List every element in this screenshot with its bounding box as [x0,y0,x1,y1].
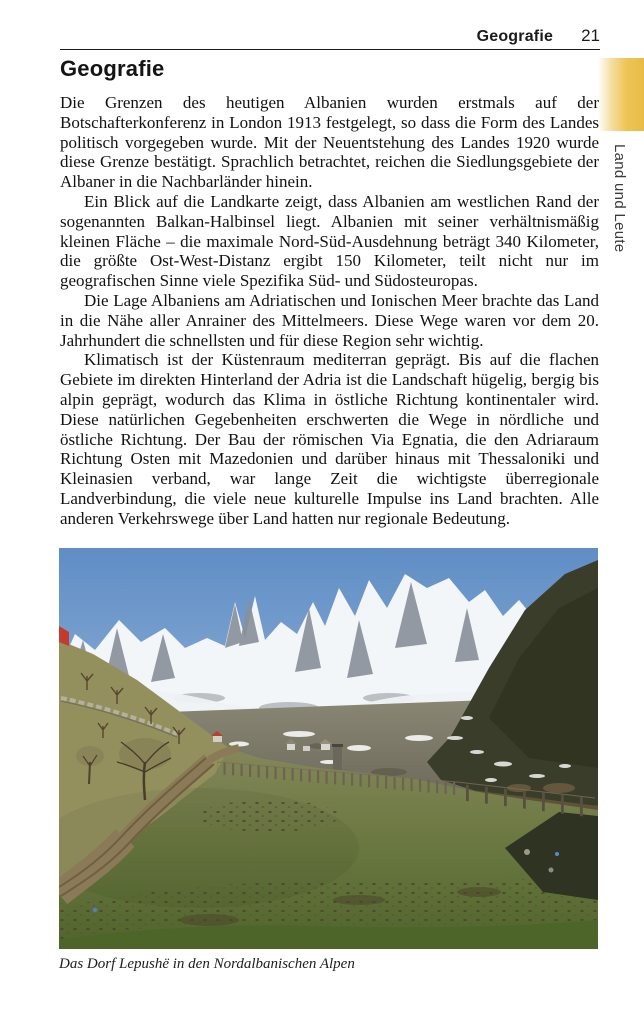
paragraph-1: Die Grenzen des heutigen Albanien wurden erstmals auf der Botschafterkonferenz in London 1913 festgelegt, so dass die Form des Landes politisch vorgegeben wurde. Mit der Neuentstehung des Landes 1920 wurde diese Grenze bestätigt. Sprachlich betrachtet, reichen die Siedlungsgebiete der Albaner in die Nachbarländer hinein. [60,93,599,192]
page-number: 21 [581,26,600,45]
paragraph-2: Ein Blick auf die Landkarte zeigt, dass Albanien am westlichen Rand der sogenannten Balkan-Halbinsel liegt. Albanien mit seiner verhältnismäßig kleinen Fläche – die maximale Nord-Süd-Ausdehnung beträgt 340 Kilometer, die größte Ost-West-Distanz ergibt 150 Kilometer, teilt nicht nur im geografischen Sinne viele Spezifika Süd- und Südosteuropas. [60,191,599,291]
photo-ravine-rock [524,849,530,855]
photo-stone-tower [333,746,342,770]
figure-caption: Das Dorf Lepushë in den Nordalbanischen Alpen [59,956,355,972]
paragraph-3: Die Lage Albaniens am Adriatischen und Ionischen Meer brachte das Land in die Nähe aller Anrainer des Mittelmeers. Diese Wege waren vor dem 20. Jahrhundert die schnellsten und für diese Region sehr wichtig. [60,290,599,350]
running-header [60,26,600,50]
photo-blue-debris [555,852,559,856]
photo-mountain-landscape [59,548,598,949]
chapter-tab [598,58,644,131]
photo-leaf-patch [199,800,339,832]
article-body [60,93,599,529]
page-title: Geografie [60,56,165,81]
running-header-section: Geografie [476,28,554,45]
figure [59,548,598,973]
chapter-tab-label: Land und Leute [611,144,628,253]
photo-blue-litter [93,908,97,912]
paragraph-4: Klimatisch ist der Küstenraum mediterran geprägt. Bis auf die flachen Gebiete im direkten Hinterland der Adria ist die Landschaft hügelig, bergig bis alpin geprägt, wodurch das Klima in östliche Richtung kontinentaler wird. Diese natürlichen Gegebenheiten erschwerten die Wege in nördliche und östliche Richtung. Der Bau der römischen Via Egnatia, die den Adriaraum Richtung Osten mit Mazedonien und darüber hinaus mit Thessaloniki und Kleinasien verband, war lange Zeit die wichtigste überregionale Landverbindung, die viele neue kulturelle Impulse ins Land brachten. Alle anderen Verkehrswege über Land hatten nur regionale Bedeutung. [60,350,599,528]
